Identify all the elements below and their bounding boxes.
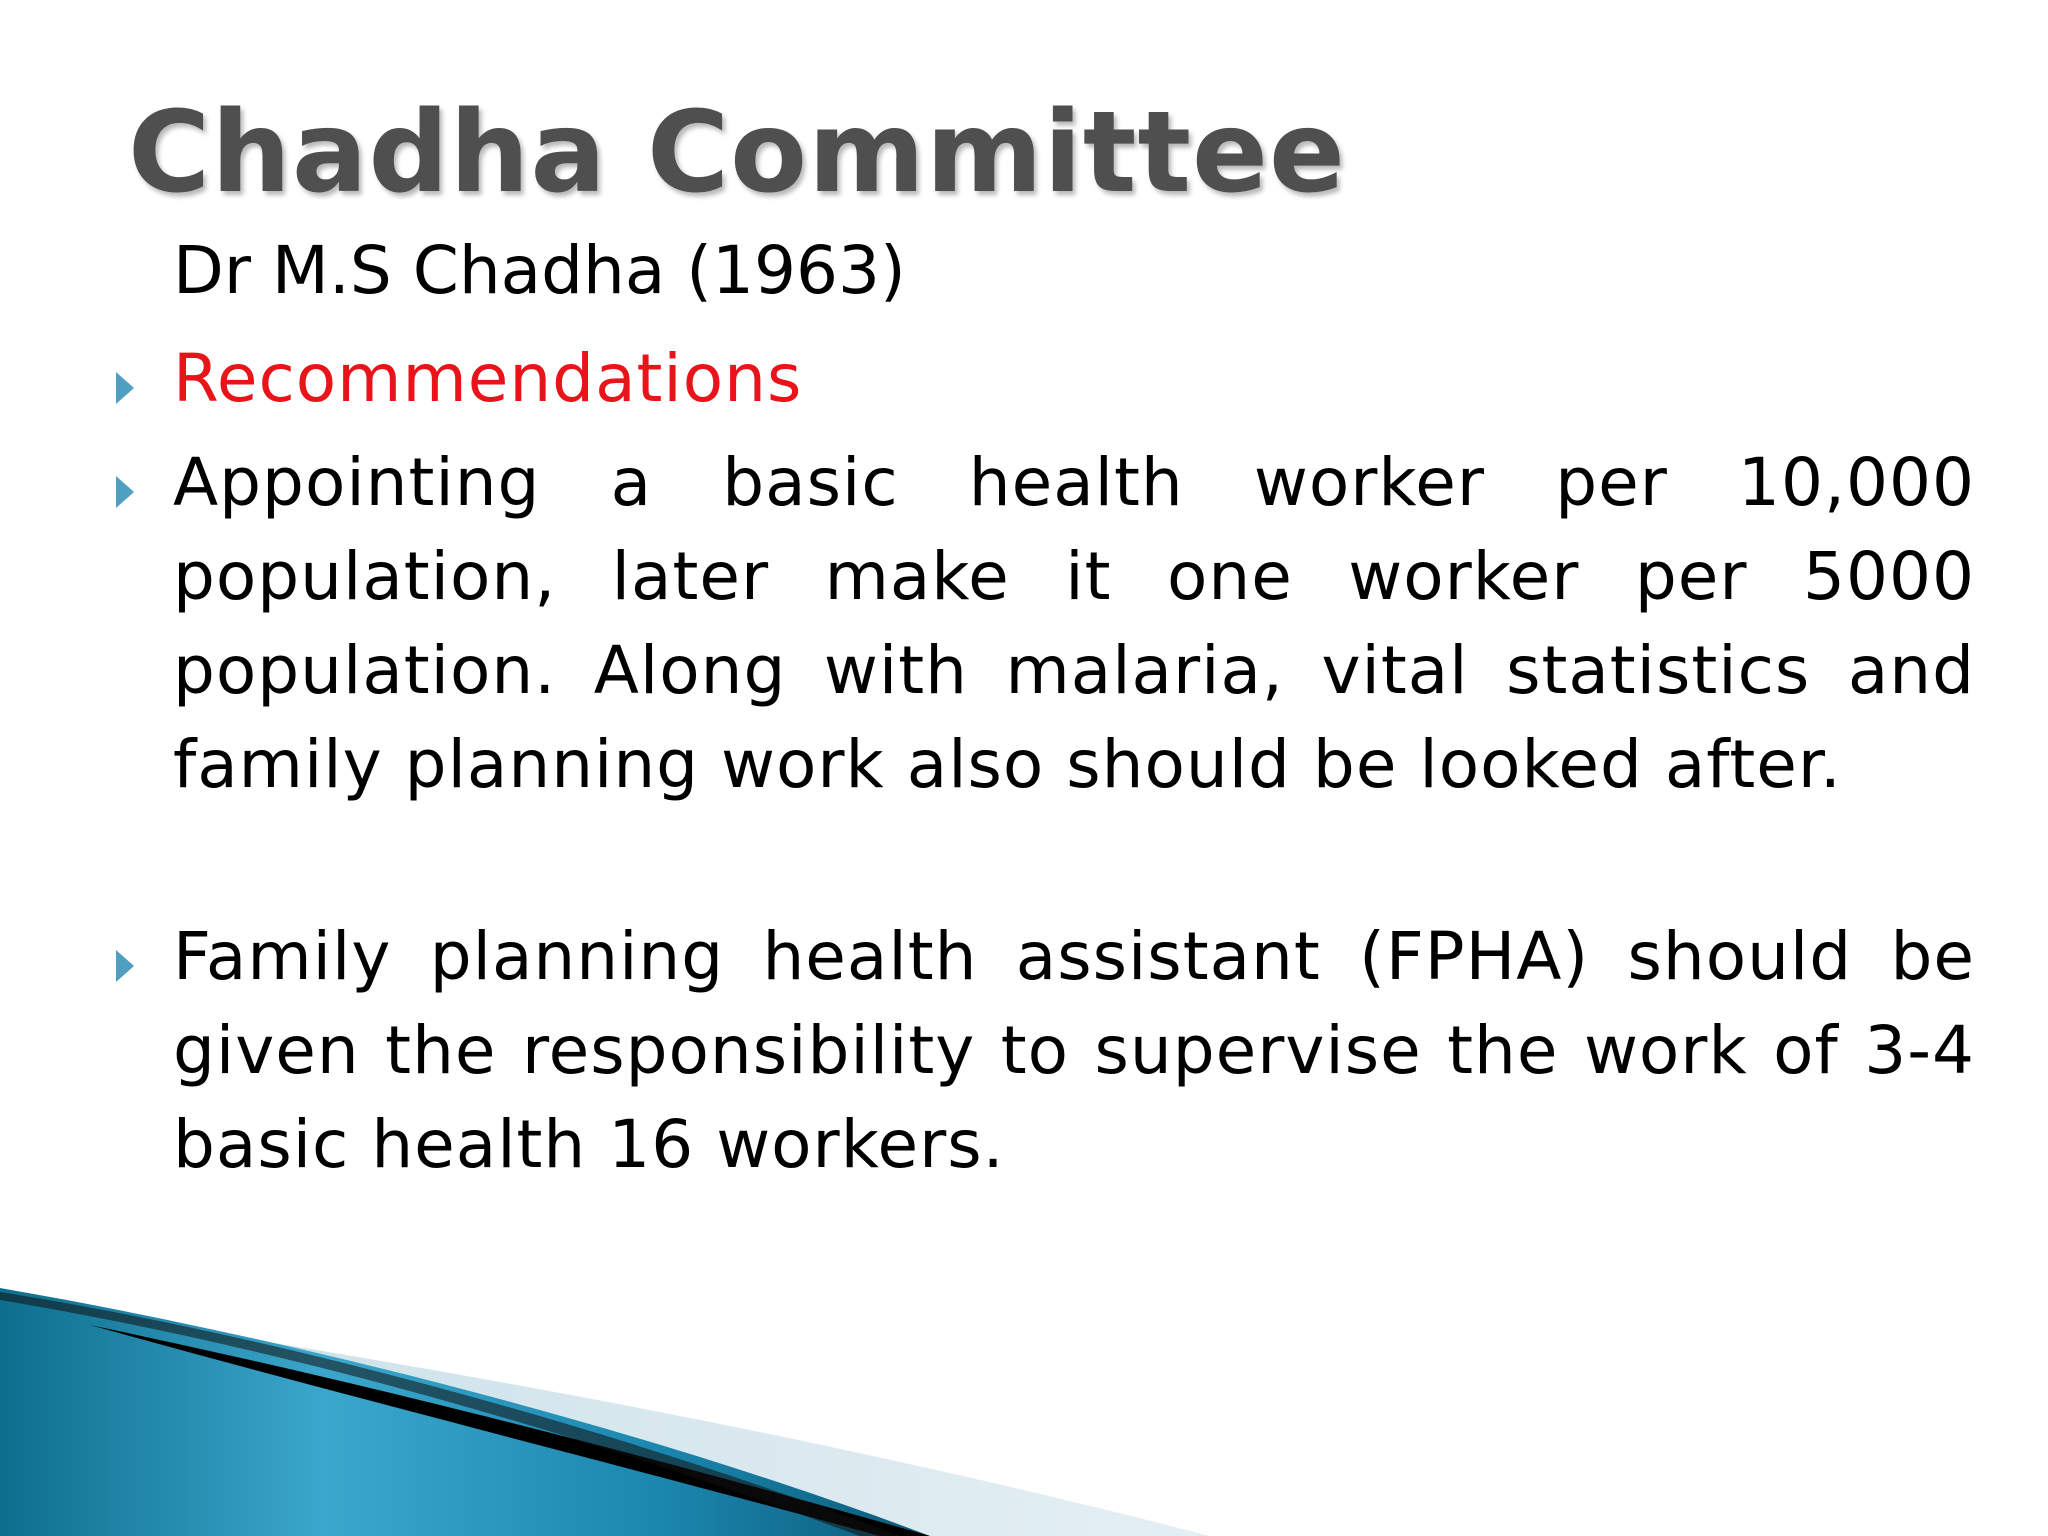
- bullet-text: Family planning health assistant (FPHA) should be given the responsibility to supervise the work of 3-4 basic health 16 workers.: [173, 918, 1975, 1183]
- triangle-right-icon: [116, 372, 134, 404]
- triangle-right-icon: [116, 476, 134, 508]
- bullet-text: Recommendations: [173, 340, 803, 417]
- slide-title: Chadha Committee: [128, 88, 1346, 218]
- bullet-text: Appointing a basic health worker per 10,000 population, later make it one worker per 5000 population. Along with malaria, vital statistics and family planning work also should be looked after.: [173, 444, 1975, 803]
- slide-subtitle: Dr M.S Chadha (1963): [173, 232, 906, 309]
- triangle-right-icon: [116, 950, 134, 982]
